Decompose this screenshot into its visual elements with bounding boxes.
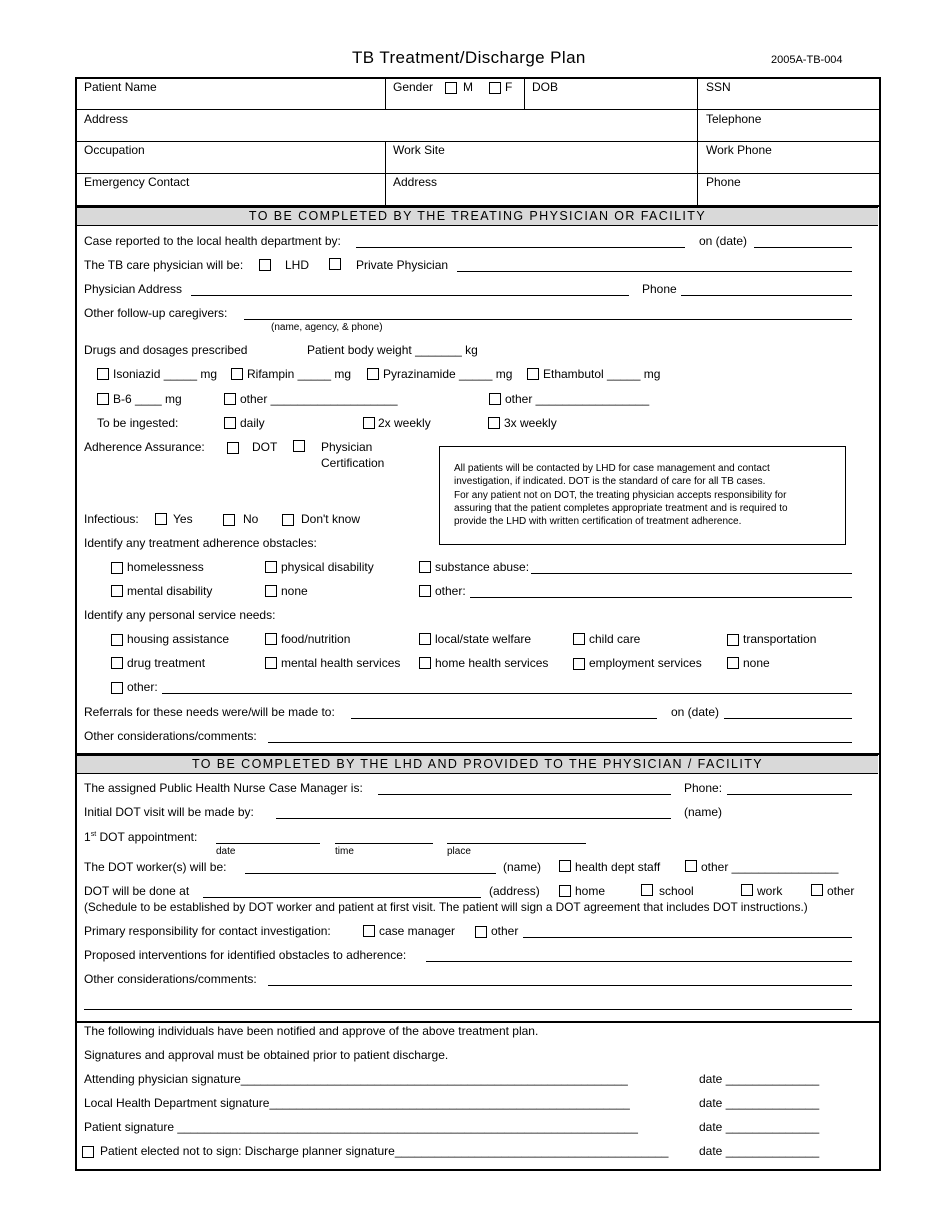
initial-dot-field[interactable] <box>276 818 671 819</box>
service-needs-label: Identify any personal service needs: <box>84 608 276 622</box>
appointment-date-label: date <box>216 846 236 857</box>
dot-school-label: school <box>659 884 694 898</box>
service-none-label: none <box>743 656 770 670</box>
notified-text: The following individuals have been notified and approve of the above treatment plan. <box>84 1024 539 1038</box>
other-considerations-1-label: Other considerations/comments: <box>84 729 257 743</box>
infectious-yes-label: Yes <box>173 512 193 526</box>
attending-date-line[interactable]: date ______________ <box>699 1072 820 1086</box>
dot-work-checkbox[interactable] <box>741 884 753 896</box>
private-physician-field[interactable] <box>457 271 852 272</box>
case-manager-phone-label: Phone: <box>684 781 723 795</box>
other-caregivers-label: Other follow-up caregivers: <box>84 306 228 320</box>
proposed-field[interactable] <box>426 961 852 962</box>
initial-dot-name-label: (name) <box>684 805 723 819</box>
pyrazinamide-label: Pyrazinamide _____ mg <box>383 367 513 381</box>
transportation-checkbox[interactable] <box>727 634 739 646</box>
section1-header: TO BE COMPLETED BY THE TREATING PHYSICIAN OR FACILITY <box>77 207 878 226</box>
schedule-note: (Schedule to be established by DOT worker and patient at first visit. The patient will sign a DOT agreement that includes DOT instructions.) <box>84 900 808 914</box>
emergency-contact-label: Emergency Contact <box>84 175 190 189</box>
health-dept-staff-label: health dept staff <box>575 860 661 874</box>
case-manager-field[interactable] <box>378 794 671 795</box>
physician-address-label: Physician Address <box>84 282 183 296</box>
dot-appointment-label: 1st DOT appointment: <box>84 830 198 844</box>
infectious-no-label: No <box>243 512 259 526</box>
physician-cert-checkbox[interactable] <box>293 440 305 452</box>
ethambutol-checkbox[interactable] <box>527 368 539 380</box>
workers-other-label: other ________________ <box>701 860 839 874</box>
dot-address-label: (address) <box>489 884 540 898</box>
welfare-label: local/state welfare <box>435 632 532 646</box>
service-other-field[interactable] <box>162 693 852 694</box>
obstacle-none-label: none <box>281 584 308 598</box>
required-text: Signatures and approval must be obtained prior to patient discharge. <box>84 1048 449 1062</box>
home-health-label: home health services <box>435 656 549 670</box>
physician-will-be-label: The TB care physician will be: <box>84 258 244 272</box>
pyrazinamide-checkbox[interactable] <box>367 368 379 380</box>
drug-other2-checkbox[interactable] <box>489 393 501 405</box>
homelessness-checkbox[interactable] <box>111 562 123 574</box>
primary-other-checkbox[interactable] <box>475 926 487 938</box>
food-label: food/nutrition <box>281 632 351 646</box>
patient-name-label: Patient Name <box>84 80 157 94</box>
dot-school-checkbox[interactable] <box>641 884 653 896</box>
physical-disability-label: physical disability <box>281 560 374 574</box>
gender-m-label: M <box>463 80 473 94</box>
other-considerations-2-field[interactable] <box>268 985 852 986</box>
dot-other-checkbox[interactable] <box>811 884 823 896</box>
physician-cert-label-1: Physician <box>321 440 373 454</box>
ec-phone-label: Phone <box>706 175 741 189</box>
other-considerations-2-field-line2[interactable] <box>84 1009 852 1010</box>
other-considerations-2-label: Other considerations/comments: <box>84 972 257 986</box>
welfare-checkbox[interactable] <box>419 633 431 645</box>
mental-disability-checkbox[interactable] <box>111 585 123 597</box>
patient-signature-line[interactable]: Patient signature _____________________________________________________________________ <box>84 1120 638 1134</box>
ssn-label: SSN <box>706 80 731 94</box>
dob-label: DOB <box>532 80 559 94</box>
notice-line-5: provide the LHD with written certification of treatment adherence. <box>454 516 742 527</box>
attending-signature-line[interactable]: Attending physician signature__________________________________________________________ <box>84 1072 628 1086</box>
lhd-label: LHD <box>285 258 310 272</box>
private-physician-label: Private Physician <box>356 258 449 272</box>
employment-label: employment services <box>589 656 702 670</box>
other-considerations-1-field[interactable] <box>268 742 852 743</box>
obstacle-other-field[interactable] <box>470 597 852 598</box>
section2-header: TO BE COMPLETED BY THE LHD AND PROVIDED TO THE PHYSICIAN / FACILITY <box>77 755 878 774</box>
gender-f-checkbox[interactable] <box>489 82 501 94</box>
home-health-checkbox[interactable] <box>419 657 431 669</box>
service-none-checkbox[interactable] <box>727 657 739 669</box>
housing-label: housing assistance <box>127 632 230 646</box>
drug-treatment-label: drug treatment <box>127 656 206 670</box>
thrice-weekly-label: 3x weekly <box>504 416 557 430</box>
ethambutol-label: Ethambutol _____ mg <box>543 367 661 381</box>
adherence-label: Adherence Assurance: <box>84 440 205 454</box>
address-label: Address <box>84 112 129 126</box>
dot-home-checkbox[interactable] <box>559 885 571 897</box>
page-title: TB Treatment/Discharge Plan <box>352 48 586 67</box>
physician-cert-label-2: Certification <box>321 456 385 470</box>
physician-phone-label: Phone <box>642 282 677 296</box>
workers-other-checkbox[interactable] <box>685 860 697 872</box>
notice-line-1: All patients will be contacted by LHD for case management and contact <box>454 463 770 474</box>
primary-other-label: other <box>491 924 519 938</box>
child-care-label: child care <box>589 632 641 646</box>
ingested-label: To be ingested: <box>97 416 179 430</box>
appointment-time-label: time <box>335 846 354 857</box>
drug-other2-label: other _________________ <box>505 392 650 406</box>
referrals-label: Referrals for these needs were/will be made to: <box>84 705 335 719</box>
thrice-weekly-checkbox[interactable] <box>488 417 500 429</box>
rifampin-label: Rifampin _____ mg <box>247 367 352 381</box>
drug-other1-label: other ___________________ <box>240 392 398 406</box>
gender-label: Gender <box>393 80 434 94</box>
referrals-field[interactable] <box>351 718 657 719</box>
substance-abuse-checkbox[interactable] <box>419 561 431 573</box>
discharge-date-line[interactable]: date ______________ <box>699 1144 820 1158</box>
appointment-date-field[interactable] <box>216 843 320 844</box>
obstacles-label: Identify any treatment adherence obstacles: <box>84 536 317 550</box>
appointment-place-label: place <box>447 846 471 857</box>
occupation-label: Occupation <box>84 143 145 157</box>
dot-done-at-field[interactable] <box>203 897 481 898</box>
twice-weekly-checkbox[interactable] <box>363 417 375 429</box>
case-manager-label: The assigned Public Health Nurse Case Manager is: <box>84 781 363 795</box>
body-weight-label: Patient body weight _______ kg <box>307 343 478 357</box>
lhd-signature-line[interactable]: Local Health Department signature______________________________________________________ <box>84 1096 630 1110</box>
patient-date-line[interactable]: date ______________ <box>699 1120 820 1134</box>
infectious-dont-know-checkbox[interactable] <box>282 514 294 526</box>
case-manager-phone-field[interactable] <box>727 794 852 795</box>
dot-workers-name-label: (name) <box>503 860 542 874</box>
drugs-label: Drugs and dosages prescribed <box>84 343 248 357</box>
employment-checkbox[interactable] <box>573 658 585 670</box>
dot-other-label: other <box>827 884 855 898</box>
work-site-label: Work Site <box>393 143 445 157</box>
service-other-label: other: <box>127 680 158 694</box>
rifampin-checkbox[interactable] <box>231 368 243 380</box>
discharge-planner-signature-line[interactable]: Patient elected not to sign: Discharge planner signature_________________________________________ <box>100 1144 669 1158</box>
infectious-yes-checkbox[interactable] <box>155 513 167 525</box>
case-manager-opt-checkbox[interactable] <box>363 925 375 937</box>
drug-treatment-checkbox[interactable] <box>111 657 123 669</box>
dot-workers-label: The DOT worker(s) will be: <box>84 860 227 874</box>
infectious-label: Infectious: <box>84 512 139 526</box>
twice-weekly-label: 2x weekly <box>378 416 431 430</box>
mental-health-checkbox[interactable] <box>265 657 277 669</box>
elected-not-sign-checkbox[interactable] <box>82 1146 94 1158</box>
obstacle-other-label: other: <box>435 584 466 598</box>
primary-other-field[interactable] <box>523 937 852 938</box>
dot-home-label: home <box>575 884 606 898</box>
primary-responsibility-label: Primary responsibility for contact investigation: <box>84 924 331 938</box>
form-code: 2005A-TB-004 <box>771 54 843 66</box>
caregivers-hint: (name, agency, & phone) <box>271 322 383 333</box>
appointment-time-field[interactable] <box>335 843 433 844</box>
initial-dot-label: Initial DOT visit will be made by: <box>84 805 254 819</box>
dot-done-at-label: DOT will be done at <box>84 884 190 898</box>
ec-address-label: Address <box>393 175 438 189</box>
b6-label: B-6 ____ mg <box>113 392 182 406</box>
child-care-checkbox[interactable] <box>573 633 585 645</box>
case-manager-opt-label: case manager <box>379 924 456 938</box>
adherence-dot-label: DOT <box>252 440 278 454</box>
other-caregivers-field[interactable] <box>244 319 852 320</box>
referrals-date-field[interactable] <box>724 718 852 719</box>
b6-checkbox[interactable] <box>97 393 109 405</box>
proposed-label: Proposed interventions for identified obstacles to adherence: <box>84 948 407 962</box>
gender-m-checkbox[interactable] <box>445 82 457 94</box>
case-date-field[interactable] <box>754 247 852 248</box>
work-phone-label: Work Phone <box>706 143 772 157</box>
notice-line-3: For any patient not on DOT, the treating physician accepts responsibility for <box>454 490 787 501</box>
service-other-checkbox[interactable] <box>111 682 123 694</box>
mental-health-label: mental health services <box>281 656 401 670</box>
daily-checkbox[interactable] <box>224 417 236 429</box>
notice-line-2: investigation, if indicated. DOT is the standard of care for all TB cases. <box>454 476 766 487</box>
homelessness-label: homelessness <box>127 560 204 574</box>
dot-work-label: work <box>757 884 783 898</box>
private-physician-checkbox[interactable] <box>329 258 341 270</box>
isoniazid-label: Isoniazid _____ mg <box>113 367 218 381</box>
referrals-date-label: on (date) <box>671 705 720 719</box>
lhd-date-line[interactable]: date ______________ <box>699 1096 820 1110</box>
obstacle-none-checkbox[interactable] <box>265 585 277 597</box>
health-dept-staff-checkbox[interactable] <box>559 860 571 872</box>
infectious-dont-know-label: Don't know <box>301 512 360 526</box>
case-reported-label: Case reported to the local health department by: <box>84 234 341 248</box>
infectious-no-checkbox[interactable] <box>223 514 235 526</box>
substance-abuse-field[interactable] <box>531 573 852 574</box>
case-on-date-label: on (date) <box>699 234 748 248</box>
gender-f-label: F <box>505 80 513 94</box>
dot-workers-field[interactable] <box>245 873 496 874</box>
daily-label: daily <box>240 416 265 430</box>
substance-abuse-label: substance abuse: <box>435 560 530 574</box>
mental-disability-label: mental disability <box>127 584 213 598</box>
obstacle-other-checkbox[interactable] <box>419 585 431 597</box>
physician-phone-field[interactable] <box>681 295 852 296</box>
adherence-dot-checkbox[interactable] <box>227 442 239 454</box>
transportation-label: transportation <box>743 632 817 646</box>
physical-disability-checkbox[interactable] <box>265 561 277 573</box>
appointment-place-field[interactable] <box>447 843 586 844</box>
isoniazid-checkbox[interactable] <box>97 368 109 380</box>
food-checkbox[interactable] <box>265 633 277 645</box>
notice-line-4: assuring that the patient completes appropriate treatment and is required to <box>454 503 788 514</box>
drug-other1-checkbox[interactable] <box>224 393 236 405</box>
lhd-checkbox[interactable] <box>259 259 271 271</box>
housing-checkbox[interactable] <box>111 634 123 646</box>
telephone-label: Telephone <box>706 112 762 126</box>
case-reported-field[interactable] <box>356 247 685 248</box>
physician-address-field[interactable] <box>191 295 629 296</box>
